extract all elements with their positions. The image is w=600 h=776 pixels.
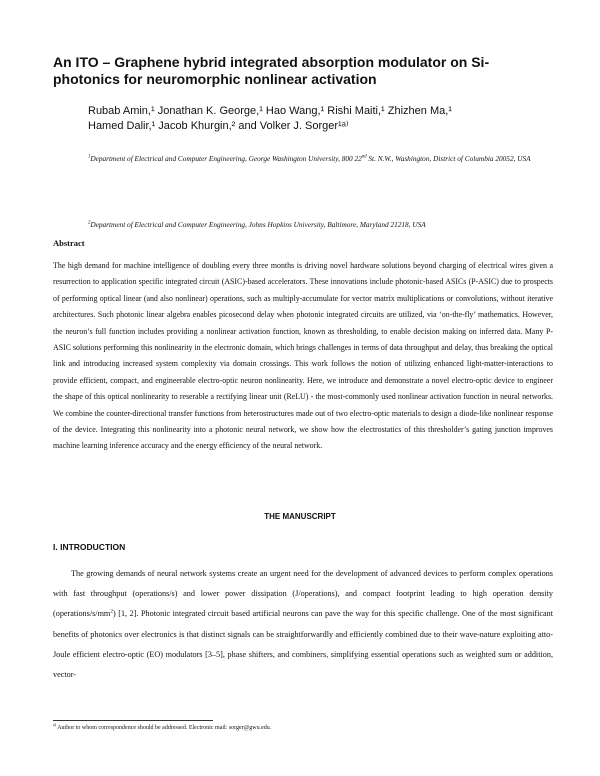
affiliation-1-mark: 1 — [88, 154, 91, 160]
introduction-text-b: ) [1, 2]. Photonic integrated circuit based artificial neurons can pave the way for this specific challenge. One of the most significant benefits of photonics over electronics is that distinct signals can be straightforwardly and efficiently combined due to their wave-nature exploiting atto-Joule efficient electro-optic (EO) modulators [3–5], phase shifters, and combiners, simplifying essential operations such as weighted sum or addition, vector- — [53, 609, 553, 680]
footnote — [53, 724, 553, 733]
affiliation-1-ordinal: nd — [361, 154, 367, 160]
introduction-superscript: 2 — [110, 608, 113, 615]
authors-line-1: Rubab Amin,¹ Jonathan K. George,¹ Hao Wang,¹ Rishi Maiti,¹ Zhizhen Ma,¹ — [88, 105, 452, 117]
authors-line-2: Hamed Dalir,¹ Jacob Khurgin,² and Volker J. Sorger¹ᵃ⁾ — [88, 120, 349, 132]
affiliation-2-mark: 2 — [88, 220, 91, 226]
abstract-body: The high demand for machine intelligence of doubling every three months is driving novel hardware solutions beyond charging of electrical wires given a resurrection to application specific integrated circuit (ASIC)-based accelerators. These innovations include photonic-based ASICs (P-ASIC) due to prospects of performing optical linear (and also nonlinear) operations, such as multiply-accumulate for vector matrix multiplications or convolutions, without iterative architectures. Such photonic linear algebra enables picosecond delay when photonic integrated circuits are utilized, via ‘on-the-fly’ mathematics. However, the neuron’s full function includes providing a nonlinear activation function, known as thresholding, to enable decision making on inferred data. Many P-ASIC solutions performing this nonlinearity in the electronic domain, which brings challenges in terms of data throughput and delay, thus breaking the optical link and introducing increased system complexity via domain crossings. This work follows the notion of utilizing enhanced light-matter-interactions to provide efficient, compact, and engineerable electro-optic neuron nonlinearity. Here, we introduce and demonstrate a novel electro-optic device to engineer the shape of this optical nonlinearity to reserable a rectifying linear unit (ReLU) - the most-commonly used nonlinear activation function in neural networks. We combine the counter-directional transfer functions from heterostructures made out of two electro-optic materials to design a diode-like nonlinear response of the device. Integrating this nonlinearity into a photonic neural network, we show how the electrostatics of this thresholder’s gating junction improves machine learning inference accuracy and the energy efficiency of the neural network. — [53, 261, 553, 451]
footnote-mark: a) — [53, 723, 57, 727]
introduction-text-a: The growing demands of neural network systems create an urgent need for the development of advanced devices to perform complex operations with fast throughput (operations/s) and lower power dissipation (J/operations), and compact footprint leading to high operation density (operations/s/mm — [53, 569, 553, 619]
affiliation-1-text-a: Department of Electrical and Computer Engineering, George Washington University, 800 22 — [90, 154, 362, 163]
section-heading-introduction: I. INTRODUCTION — [53, 542, 126, 552]
affiliation-1-text-b: St. N.W., Washington, District of Columbia 20052, USA — [366, 154, 531, 163]
affiliation-2 — [88, 216, 558, 234]
manuscript-heading: THE MANUSCRIPT — [264, 512, 336, 521]
introduction-paragraph — [53, 564, 553, 685]
affiliation-2-text: Department of Electrical and Computer Engineering, Johns Hopkins University, Baltimore, Maryland 21218, USA — [90, 220, 426, 229]
footnote-text: Author to whom correspondence should be addressed. Electronic mail: sorger@gwu.edu. — [57, 725, 272, 731]
abstract-heading: Abstract — [53, 238, 85, 248]
affiliation-1 — [88, 150, 558, 168]
paper-title: An ITO – Graphene hybrid integrated absorption modulator on Si-photonics for neuromorphic nonlinear activation — [53, 54, 490, 87]
footnote-rule — [53, 720, 213, 721]
author-list — [88, 104, 558, 134]
